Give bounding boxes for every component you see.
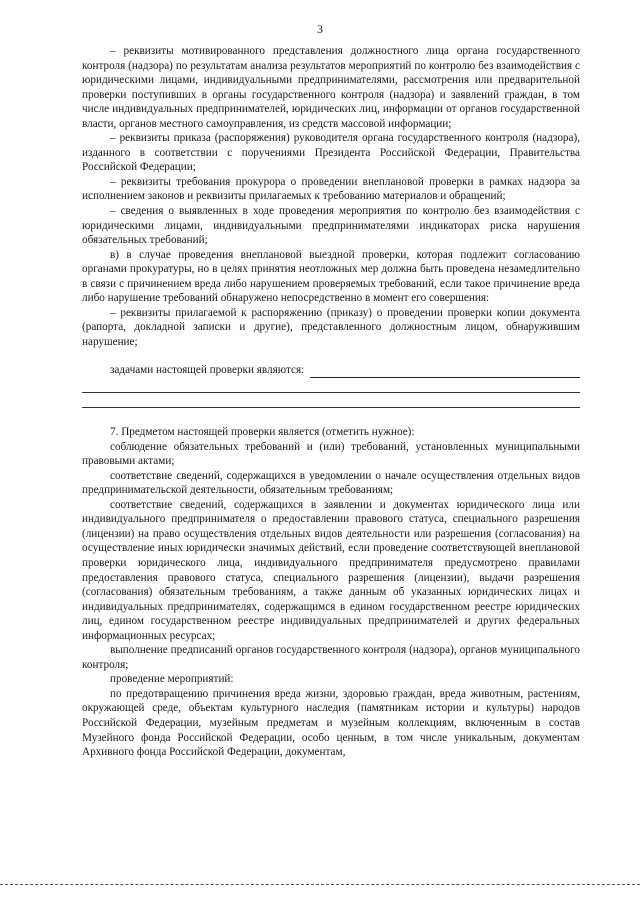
tasks-row — [82, 363, 580, 378]
section7-item-notification: соответствие сведений, содержащихся в уведомлении о начале осуществления отдельных видов предпринимательской деятельности, обязательным требованиям; — [82, 469, 580, 497]
page-number: 3 — [317, 22, 323, 36]
section7-heading: 7. Предметом настоящей проверки является (отметить нужное): — [110, 426, 415, 439]
document-body — [82, 44, 580, 760]
scan-edge-line — [0, 884, 640, 885]
section7-item-compliance: соблюдение обязательных требований и (или) требований, установленных муниципальными правовыми актами; — [82, 440, 580, 468]
tasks-label: задачами настоящей проверки являются: — [110, 364, 305, 377]
tasks-fill-line[interactable] — [310, 366, 580, 378]
section7-item-harm-prevention: по предотвращению причинения вреда жизни, здоровью граждан, вреда животным, растениям, окружающей среде, объектам культурного наследия (памятникам истории и культуры) народов Российской Федерации, музейным предметам и музейным коллекциям, включенным в состав Музейного фонда Российской Федерации, особо ценным, в том числе уникальным, документам Архивного фонда Российской Федерации, документам, — [82, 687, 580, 759]
section7-item-orders: выполнение предписаний органов государственного контроля (надзора), органов муниципального контроля; — [82, 644, 580, 671]
paragraph-representation-details: – реквизиты мотивированного представления должностного лица органа государственного контроля (надзора) по результатам анализа результатов мероприятий по контролю без взаимодействия с юридическими лицами, индивидуальными предпринимателями, рассмотрения или предварительной проверки поступивших в органы государственного контроля (надзора) и заявлений граждан, в том числе индивидуальных предпринимателей, юридических лиц, информации от органов государственной власти, органов местного самоуправления, из средств массовой информации; — [82, 45, 580, 130]
paragraph-order-details: – реквизиты приказа (распоряжения) руководителя органа государственного контроля (надзора), изданного в соответствии с поручениями Президента Российской Федерации, Правительства Российской Федерации; — [82, 132, 580, 174]
section7-item-application: соответствие сведений, содержащихся в заявлении и документах юридического лица или индивидуального предпринимателя о предоставлении правового статуса, специального разрешения (лицензии) на право осуществления отдельных видов деятельности или разрешения (согласования) на осуществление иных юридически значимых действий, если проведение соответствующей внеплановой проверки юридического лица, индивидуального предпринимателя предусмотрено правилами предоставления правового статуса, специального разрешения (лицензии), выдачи разрешения (согласования) обязательным требованиям, а также данным об указанных юридических лицах и индивидуальных предпринимателях, содержащимся в едином государственном реестре юридических лиц, едином государственном реестре индивидуальных предпринимателей и других федеральных информационных ресурсах; — [82, 498, 580, 642]
paragraph-prosecutor-requirement: – реквизиты требования прокурора о проведении внеплановой проверки в рамках надзора за исполнением законов и реквизиты прилагаемых к требованию материалов и обращений; — [82, 175, 580, 203]
section7-item-measures: проведение мероприятий: — [110, 673, 234, 686]
paragraph-attached-document: – реквизиты прилагаемой к распоряжению (приказу) о проведении проверки копии документа (рапорта, докладной записки и другие), представленного должностным лицом, обнаружившим нарушение; — [82, 306, 580, 348]
tasks-blank-line-1[interactable] — [82, 378, 580, 393]
tasks-blank-line-2[interactable] — [82, 393, 580, 408]
paragraph-unscheduled-inspection: в) в случае проведения внеплановой выездной проверки, которая подлежит согласованию органами прокуратуры, но в целях принятия неотложных мер должна быть проведена незамедлительно в связи с причинением вреда либо нарушением проверяемых требований, если такое причинение вреда либо нарушение требований обнаружено непосредственно в момент его совершения: — [82, 248, 580, 305]
paragraph-risk-indicators: – сведения о выявленных в ходе проведения мероприятия по контролю без взаимодействия с юридическими лицами, индивидуальными предпринимателями индикаторах риска нарушения обязательных требований; — [82, 205, 580, 247]
